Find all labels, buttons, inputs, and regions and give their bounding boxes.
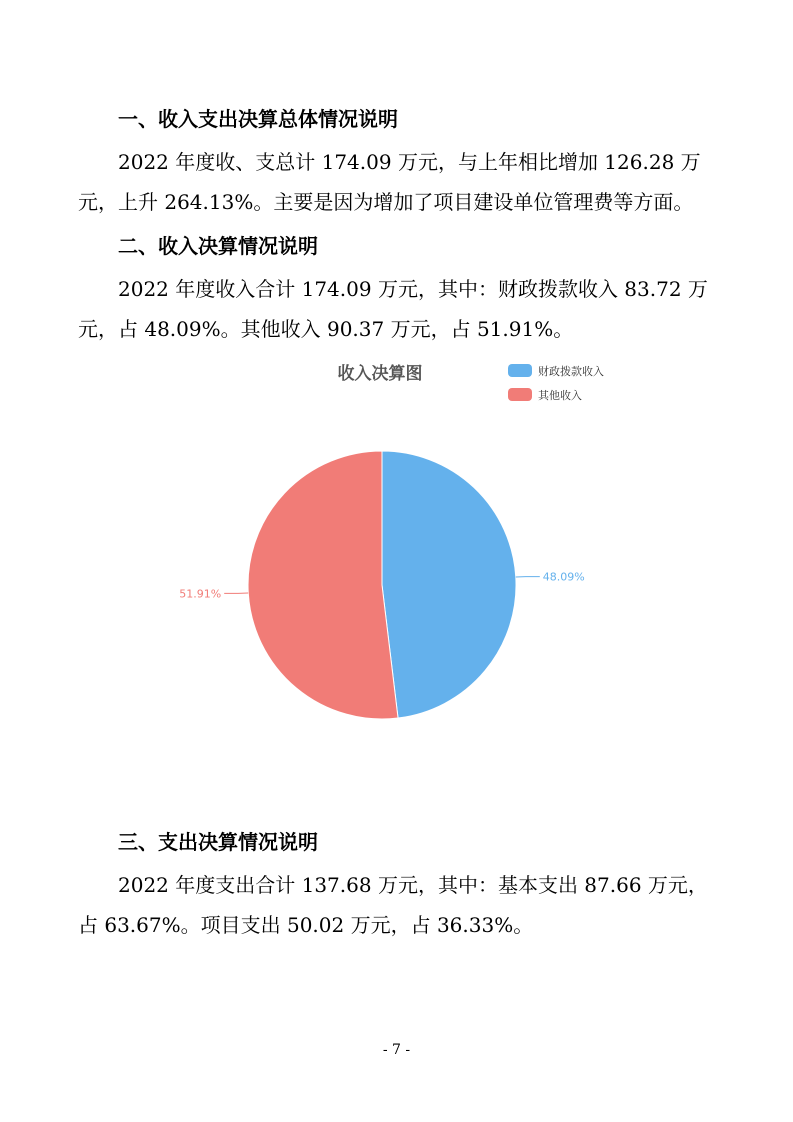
section1-heading: 一、收入支出决算总体情况说明 [118, 107, 398, 131]
income-pie-chart [150, 352, 650, 747]
pie-slice-1 [382, 451, 516, 718]
pie-data-label-1: 48.09% [542, 570, 585, 584]
legend-label-2: 其他收入 [538, 389, 582, 402]
legend-label-1: 财政拨款收入 [538, 365, 604, 378]
legend-swatch-1 [508, 364, 532, 377]
section2-body: 2022 年度收入合计 174.09 万元，其中：财政拨款收入 83.72 万元，占 48.09%。其他收入 90.37 万元，占 51.91%。 [78, 277, 708, 341]
pie-data-label-2: 51.91% [179, 587, 222, 601]
section2-heading: 二、收入决算情况说明 [118, 234, 318, 258]
section3-heading: 三、支出决算情况说明 [118, 830, 318, 854]
legend-swatch-2 [508, 388, 532, 401]
section1-body: 2022 年度收、支总计 174.09 万元，与上年相比增加 126.28 万元，上升 264.13%。主要是因为增加了项目建设单位管理费等方面。 [78, 150, 701, 214]
chart-legend [508, 364, 604, 402]
pie-slice-2 [248, 451, 398, 719]
chart-title: 收入决算图 [337, 364, 423, 384]
pie-slices [248, 451, 516, 719]
pie-chart-svg [150, 352, 650, 747]
page-number: - 7 - [382, 1042, 411, 1058]
section3-body: 2022 年度支出合计 137.68 万元，其中：基本支出 87.66 万元，占 63.67%。项目支出 50.02 万元，占 36.33%。 [78, 873, 708, 937]
